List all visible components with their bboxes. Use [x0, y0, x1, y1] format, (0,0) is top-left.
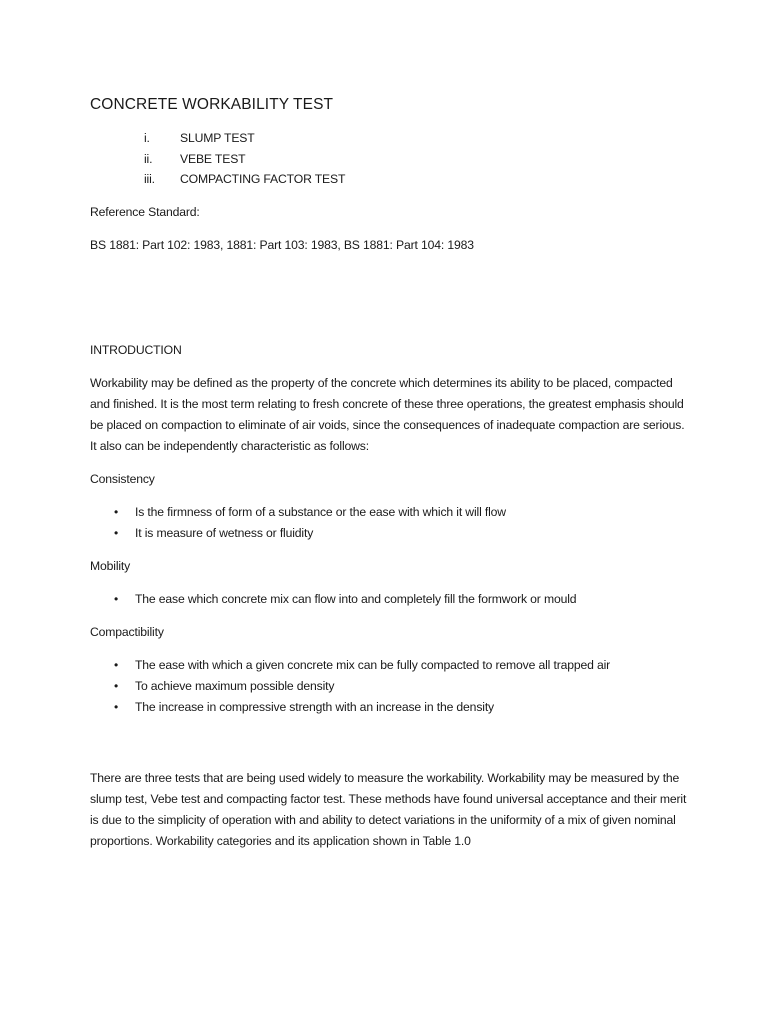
list-item	[90, 502, 690, 523]
test-name: VEBE TEST	[180, 151, 246, 166]
list-number: iii.	[144, 172, 155, 186]
list-item	[90, 589, 690, 610]
list-item	[90, 676, 690, 697]
section-heading-consistency: Consistency	[90, 471, 155, 486]
bullet-icon: •	[114, 525, 119, 540]
bullet-text: It is measure of wetness or fluidity	[135, 525, 314, 540]
compactibility-bullets	[90, 655, 690, 718]
reference-label: Reference Standard:	[90, 204, 200, 219]
closing-paragraph: There are three tests that are being used widely to measure the workability. Workability may be measured by the slump test, Vebe test and compacting factor test. These methods have found universal acceptance and their merit is due to the simplicity of operation with and ability to detect variations in the uniformity of a mix of given nominal proportions. Workability categories and its application shown in Table 1.0	[90, 770, 687, 848]
bullet-icon: •	[114, 699, 119, 714]
mobility-bullets	[90, 589, 690, 610]
test-list-item	[90, 149, 690, 170]
bullet-text: To achieve maximum possible density	[135, 678, 335, 693]
list-item	[90, 523, 690, 544]
list-number: i.	[144, 131, 150, 145]
consistency-bullets	[90, 502, 690, 544]
reference-text: BS 1881: Part 102: 1983, 1881: Part 103: 1983, BS 1881: Part 104: 1983	[90, 237, 474, 252]
bullet-icon: •	[114, 657, 119, 672]
test-list-item	[90, 169, 690, 190]
spacer	[90, 730, 690, 768]
document-title: CONCRETE WORKABILITY TEST	[90, 96, 334, 113]
bullet-text: The increase in compressive strength with an increase in the density	[135, 699, 494, 714]
intro-paragraph: Workability may be defined as the property of the concrete which determines its ability to be placed, compacted and finished. It is the most term relating to fresh concrete of these three operations, the greatest emphasis should be placed on compaction to eliminate of air voids, since the consequences of inadequate compaction are serious. It also can be independently characteristic as follows:	[90, 375, 685, 453]
test-name: COMPACTING FACTOR TEST	[180, 172, 346, 186]
list-number: ii.	[144, 151, 153, 166]
test-list	[90, 128, 690, 190]
section-heading-compactibility: Compactibility	[90, 624, 164, 639]
bullet-text: Is the firmness of form of a substance or the ease with which it will flow	[135, 504, 506, 519]
intro-heading: INTRODUCTION	[90, 342, 182, 357]
bullet-icon: •	[114, 678, 119, 693]
spacer	[90, 268, 690, 340]
section-heading-mobility: Mobility	[90, 558, 131, 573]
test-name: SLUMP TEST	[180, 131, 255, 145]
bullet-icon: •	[114, 504, 119, 519]
document-content	[90, 94, 690, 864]
list-item	[90, 697, 690, 718]
bullet-icon: •	[114, 591, 119, 606]
bullet-text: The ease with which a given concrete mix can be fully compacted to remove all trapped air	[135, 657, 611, 672]
list-item	[90, 655, 690, 676]
test-list-item	[90, 128, 690, 149]
bullet-text: The ease which concrete mix can flow into and completely fill the formwork or mould	[135, 591, 577, 606]
